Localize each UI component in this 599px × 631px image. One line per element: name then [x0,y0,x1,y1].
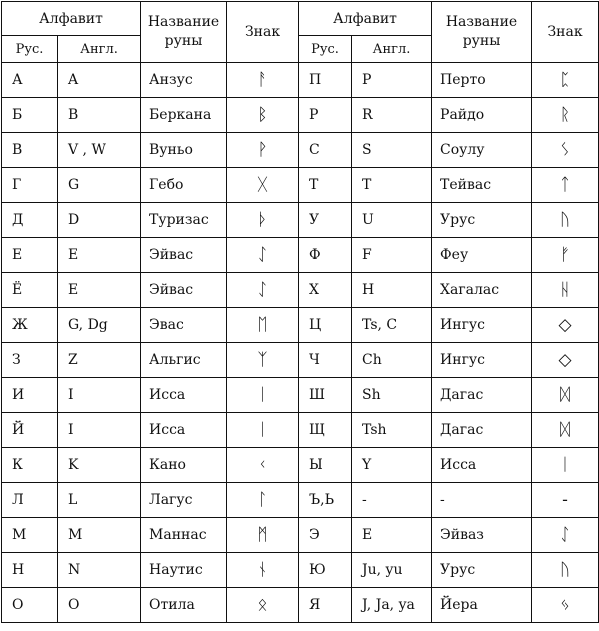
rune-name-cell-right: Дагас [432,413,532,448]
rus-cell-left: Н [2,553,58,588]
table-row [2,308,599,343]
rus-cell-left: А [2,63,58,98]
header-row [2,2,599,36]
eng-cell-right: Ts, C [352,308,432,343]
rune-name-header-left: Название руны [141,2,227,63]
rune-name-cell-right: Хагалас [432,273,532,308]
table-row [2,168,599,203]
rune-name-cell-right: - [432,483,532,518]
rus-cell-right: Э [299,518,352,553]
rus-cell-left: В [2,133,58,168]
rus-cell-left: Ж [2,308,58,343]
eng-cell-left: E [58,238,141,273]
eng-cell-left: L [58,483,141,518]
rune-name-cell-left: Исса [141,413,227,448]
eng-cell-right: P [352,63,432,98]
eng-cell-right: Ju, yu [352,553,432,588]
rune-sign-cell-left: ᚲ [227,448,299,483]
rus-cell-right: Щ [299,413,352,448]
eng-cell-left: N [58,553,141,588]
rune-name-cell-left: Анзус [141,63,227,98]
rune-sign-cell-right: ᚢ [532,203,599,238]
rune-sign-cell-right: ᛇ [532,518,599,553]
rus-cell-right: Ч [299,343,352,378]
rune-name-cell-left: Беркана [141,98,227,133]
rune-sign-cell-left: ᛗ [227,518,299,553]
rune-sign-cell-right: ᛈ [532,63,599,98]
eng-cell-right: Y [352,448,432,483]
table-row [2,413,599,448]
rus-cell-left: Л [2,483,58,518]
rus-cell-left: Д [2,203,58,238]
rus-cell-right: Т [299,168,352,203]
rune-sign-cell-left: ᛖ [227,308,299,343]
table-row [2,518,599,553]
rune-sign-cell-left: ᛁ [227,378,299,413]
rune-alphabet-table [1,1,599,623]
rune-name-cell-right: Эйваз [432,518,532,553]
rus-cell-right: Ы [299,448,352,483]
eng-cell-left: E [58,273,141,308]
rune-name-cell-right: Ингус [432,308,532,343]
rus-cell-left: Й [2,413,58,448]
table-row [2,553,599,588]
eng-cell-right: H [352,273,432,308]
rus-cell-left: Е [2,238,58,273]
rune-sign-cell-right: ᛞ [532,378,599,413]
table-row [2,133,599,168]
eng-cell-right: Ch [352,343,432,378]
eng-cell-left: G [58,168,141,203]
rune-name-cell-left: Отила [141,588,227,623]
rune-name-cell-left: Исса [141,378,227,413]
rune-sign-cell-left: ᛁ [227,413,299,448]
rus-cell-right: С [299,133,352,168]
eng-cell-right: U [352,203,432,238]
rus-cell-left: М [2,518,58,553]
table-row [2,483,599,518]
rus-cell-right: Ц [299,308,352,343]
rus-cell-left: Г [2,168,58,203]
eng-cell-right: S [352,133,432,168]
eng-cell-left: I [58,378,141,413]
rune-sign-cell-left: ᚷ [227,168,299,203]
table-row [2,378,599,413]
table-row [2,203,599,238]
rune-sign-cell-right: ◇ [532,343,599,378]
rune-name-cell-left: Гебо [141,168,227,203]
rune-sign-cell-left: ᛇ [227,238,299,273]
rus-cell-left: Б [2,98,58,133]
rus-cell-right: Х [299,273,352,308]
rus-cell-right: У [299,203,352,238]
rune-sign-cell-right: ᚱ [532,98,599,133]
rune-name-cell-left: Эвас [141,308,227,343]
rune-name-cell-left: Туризас [141,203,227,238]
rune-name-cell-left: Кано [141,448,227,483]
rune-name-cell-right: Перто [432,63,532,98]
rune-sign-cell-right: ᛏ [532,168,599,203]
rune-name-cell-left: Наутис [141,553,227,588]
eng-cell-right: J, Ja, ya [352,588,432,623]
eng-cell-right: - [352,483,432,518]
table-row [2,273,599,308]
rune-sign-cell-left: ᚦ [227,203,299,238]
rus-header-right: Рус. [299,36,352,63]
rune-sign-cell-left: ᛇ [227,273,299,308]
rune-sign-cell-left: ᚨ [227,63,299,98]
rus-cell-left: К [2,448,58,483]
rune-name-cell-right: Райдо [432,98,532,133]
rune-name-cell-right: Урус [432,553,532,588]
rus-cell-left: И [2,378,58,413]
rune-sign-cell-left: ᛚ [227,483,299,518]
rune-name-cell-left: Альгис [141,343,227,378]
table-row [2,448,599,483]
rus-cell-right: Я [299,588,352,623]
rune-sign-cell-left: ᚾ [227,553,299,588]
rus-cell-right: П [299,63,352,98]
table-row [2,343,599,378]
rune-name-cell-left: Маннас [141,518,227,553]
rune-sign-cell-left: ᛟ [227,588,299,623]
rune-sign-cell-right: ᚠ [532,238,599,273]
eng-cell-right: Sh [352,378,432,413]
table-row [2,63,599,98]
rus-cell-right: Ш [299,378,352,413]
rune-sign-cell-right: ᛁ [532,448,599,483]
rune-name-cell-right: Йера [432,588,532,623]
table-body [2,63,599,623]
rune-sign-cell-right: ᛊ [532,133,599,168]
rune-sign-cell-left: ᛒ [227,98,299,133]
rune-name-cell-right: Дагас [432,378,532,413]
alphabet-header-left: Алфавит [2,2,141,36]
rune-name-cell-right: Тейвас [432,168,532,203]
eng-cell-left: O [58,588,141,623]
rune-name-cell-right: Исса [432,448,532,483]
table-row [2,98,599,133]
eng-cell-left: I [58,413,141,448]
eng-cell-right: R [352,98,432,133]
eng-cell-left: B [58,98,141,133]
rus-cell-left: Ё [2,273,58,308]
eng-cell-right: F [352,238,432,273]
eng-cell-left: K [58,448,141,483]
eng-cell-left: D [58,203,141,238]
alphabet-header-right: Алфавит [299,2,432,36]
rune-sign-cell-left: ᛉ [227,343,299,378]
eng-cell-left: V , W [58,133,141,168]
rune-sign-cell-right: ᚢ [532,553,599,588]
table-row [2,238,599,273]
eng-header-left: Англ. [58,36,141,63]
rune-name-cell-right: Соулу [432,133,532,168]
eng-cell-left: Z [58,343,141,378]
rune-sign-cell-right: ᚺ [532,273,599,308]
rune-name-cell-left: Лагус [141,483,227,518]
rune-name-header-right: Название руны [432,2,532,63]
rune-sign-cell-right: ◇ [532,308,599,343]
eng-header-right: Англ. [352,36,432,63]
rus-cell-right: Ъ,Ь [299,483,352,518]
rus-cell-left: З [2,343,58,378]
rus-cell-right: Ф [299,238,352,273]
eng-cell-right: E [352,518,432,553]
rune-name-cell-left: Эйвас [141,238,227,273]
rune-sign-cell-right: ᛃ [532,588,599,623]
rune-name-cell-right: Ингус [432,343,532,378]
rune-name-cell-right: Феу [432,238,532,273]
eng-cell-right: T [352,168,432,203]
eng-cell-left: G, Dg [58,308,141,343]
rune-name-cell-left: Вуньо [141,133,227,168]
rune-sign-cell-right: - [532,483,599,518]
rus-cell-right: Р [299,98,352,133]
sign-header-left: Знак [227,2,299,63]
rune-name-cell-left: Эйвас [141,273,227,308]
eng-cell-right: Tsh [352,413,432,448]
rune-sign-cell-left: ᚹ [227,133,299,168]
rus-header-left: Рус. [2,36,58,63]
eng-cell-left: M [58,518,141,553]
rus-cell-right: Ю [299,553,352,588]
rus-cell-left: О [2,588,58,623]
rune-name-cell-right: Урус [432,203,532,238]
rune-sign-cell-right: ᛞ [532,413,599,448]
table-row [2,588,599,623]
sign-header-right: Знак [532,2,599,63]
eng-cell-left: A [58,63,141,98]
